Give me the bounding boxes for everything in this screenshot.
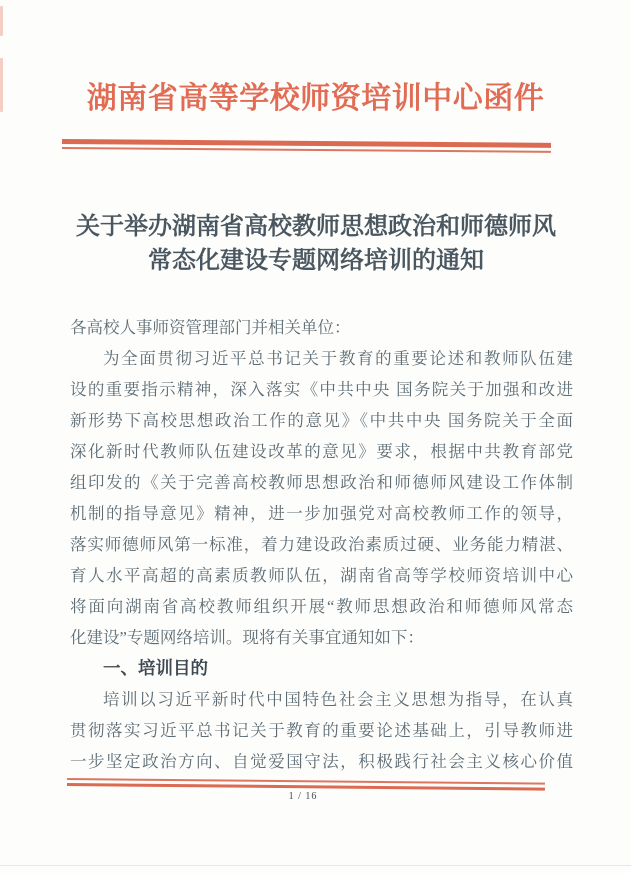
section-heading-training-purpose: 一、培训目的 bbox=[103, 658, 208, 678]
letterhead-rule-thin-line bbox=[62, 147, 551, 152]
letterhead-title: 湖南省高等学校师资培训中心函件 bbox=[86, 82, 545, 115]
body-line: 设的重要指示精神，深入落实《中共中央 国务院关于加强和改进 bbox=[70, 380, 573, 399]
footer-rule-thick-line bbox=[67, 783, 545, 791]
body-line: 一步坚定政治方向、自觉爱国守法，积极践行社会主义核心价值 bbox=[70, 752, 573, 771]
body-line: 新形势下高校思想政治工作的意见》《中共中央 国务院关于全面 bbox=[70, 411, 573, 430]
scan-edge-artifact bbox=[0, 58, 3, 112]
body-line: 机制的指导意见》精神，进一步加强党对高校教师工作的领导， bbox=[70, 504, 573, 523]
document-title-line1: 关于举办湖南省高校教师思想政治和师德师风 bbox=[76, 214, 556, 240]
body-line: 育人水平高超的高素质教师队伍，湖南省高等学校师资培训中心 bbox=[70, 566, 573, 585]
body-line: 将面向湖南省高校教师组织开展“教师思想政治和师德师风常态 bbox=[70, 597, 573, 616]
body-line: 深化新时代教师队伍建设改革的意见》要求，根据中共教育部党 bbox=[70, 442, 573, 461]
body-line: 培训以习近平新时代中国特色社会主义思想为指导，在认真 bbox=[103, 690, 573, 709]
body-line: 贯彻落实习近平总书记关于教育的重要论述基础上，引导教师进 bbox=[70, 721, 573, 740]
body-line: 化建设”专题网络培训。现将有关事宜通知如下： bbox=[70, 628, 424, 647]
scan-edge-artifact bbox=[0, 6, 3, 36]
document-title bbox=[64, 210, 568, 278]
page-number: 1 / 16 bbox=[288, 791, 318, 802]
letterhead-rule-thick-line bbox=[62, 139, 551, 147]
letterhead-divider-rule bbox=[62, 139, 551, 152]
body-line: 落实师德师风第一标准，着力建设政治素质过硬、业务能力精湛、 bbox=[70, 535, 573, 554]
scan-bottom-edge bbox=[0, 865, 631, 866]
body-line: 为全面贯彻习近平总书记关于教育的重要论述和教师队伍建 bbox=[103, 349, 573, 368]
salutation-line: 各高校人事师资管理部门并相关单位： bbox=[70, 318, 351, 337]
document-title-line2: 常态化建设专题网络培训的通知 bbox=[148, 248, 484, 274]
body-line: 组印发的《关于完善高校教师思想政治和师德师风建设工作体制 bbox=[70, 473, 573, 492]
document-body bbox=[70, 312, 573, 777]
footer-divider-rule bbox=[67, 778, 545, 791]
